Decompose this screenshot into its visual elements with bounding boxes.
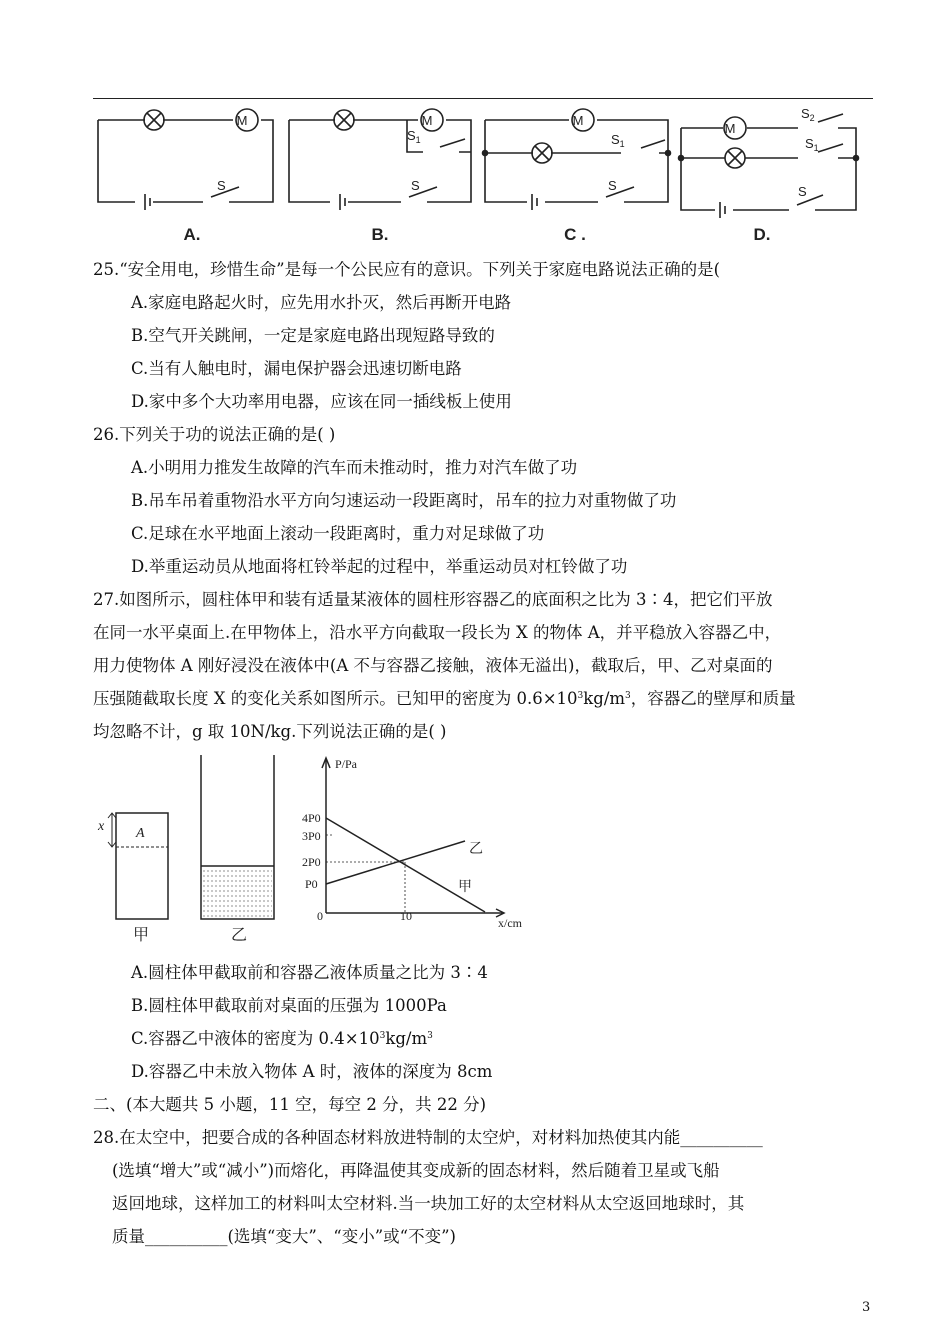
line-yi-label: 乙 [469,842,483,857]
q28-line4: 质量__________(选填“变大”、“变小”或“不变”) [112,1227,456,1246]
switch-label-d: S [798,184,807,199]
q27-stem-line1: 27.如图所示，圆柱体甲和装有适量某液体的圆柱形容器乙的底面积之比为 3∶4，把它们平放 [93,590,773,609]
y-axis-label: P/Pa [335,757,358,771]
motor-label-d: M [724,121,736,136]
q26-option-d: D.举重运动员从地面将杠铃举起的过程中，举重运动员对杠铃做了功 [131,557,628,576]
circuit-b [289,109,471,210]
q28-line3: 返回地球，这样加工的材料叫太空材料.当一块加工好的太空材料从太空返回地球时，其 [112,1194,745,1213]
q27-figure [93,750,543,950]
q27-option-a: A.圆柱体甲截取前和容器乙液体质量之比为 3∶4 [131,963,488,982]
line-yi [326,841,465,884]
q26-option-c: C.足球在水平地面上滚动一段距离时，重力对足球做了功 [131,524,545,543]
q27-stem-line2: 在同一水平桌面上.在甲物体上，沿水平方向截取一段长为 X 的物体 A，并平稳放入容器乙中， [93,623,782,642]
q26-option-a: A.小明用力推发生故障的汽车而未推动时，推力对汽车做了功 [131,458,578,477]
q27-stem-line4: 压强随截取长度 X 的变化关系如图所示。已知甲的密度为 $0.6\times 10^3kg/m^3$，容器乙的壁厚和质量 [93,689,796,708]
q26-stem: 26.下列关于功的说法正确的是( ) [93,425,336,444]
container-yi [201,755,274,919]
circuit-d [679,114,859,218]
switch-label-b: S [411,178,420,193]
switch-label-a: S [217,178,226,193]
x-tick-0: 0 [317,909,323,923]
circuit-label-c: C . [564,225,586,244]
motor-label-b: M [421,113,433,128]
q27-stem-line3: 用力使物体 A 刚好浸没在液体中(A 不与容器乙接触，液体无溢出)，截取后，甲、乙对桌面的 [93,656,773,675]
q27-option-b: B.圆柱体甲截取前对桌面的压强为 1000Pa [131,996,447,1015]
switch1-label-c: $S_1$ [611,132,625,149]
q25-option-b: B.空气开关跳闸，一定是家庭电路出现短路导致的 [131,326,495,345]
circuit-diagrams [93,100,873,250]
x-tick-10: 10 [400,909,412,923]
circuit-label-a: A. [183,225,201,244]
y-tick-2p0: 2P0 [302,855,321,869]
q25-option-d: D.家中多个大功率用电器，应该在同一插线板上使用 [131,392,512,411]
jia-label: 甲 [133,927,150,944]
y-tick-4p0: 4P0 [302,811,321,825]
q25-option-c: C.当有人触电时，漏电保护器会迅速切断电路 [131,359,462,378]
page-number: 3 [862,1300,871,1315]
header-rule [93,98,873,99]
line-jia [326,818,485,912]
q27-stem-line5: 均忽略不计，g 取 10N/kg.下列说法正确的是( ) [93,722,447,741]
x-axis-label: x/cm [498,916,522,930]
motor-label-c: M [572,113,584,128]
q25-option-a: A.家庭电路起火时，应先用水扑灭，然后再断开电路 [131,293,512,312]
q27-option-d: D.容器乙中未放入物体 A 时，液体的深度为 8cm [131,1062,493,1081]
q26-option-b: B.吊车吊着重物沿水平方向匀速运动一段距离时，吊车的拉力对重物做了功 [131,491,677,510]
q28-line1: 28.在太空中，把要合成的各种固态材料放进特制的太空炉，对材料加热使其内能__________ [93,1128,763,1147]
switch1-label-d: $S_1$ [805,136,819,153]
switch1-label-b: $S_1$ [407,128,421,145]
section-2-heading: 二、(本大题共 5 小题，11 空，每空 2 分，共 22 分) [93,1095,487,1114]
switch-label-c: S [608,178,617,193]
circuit-label-d: D. [753,225,771,244]
yi-label: 乙 [231,927,248,944]
q25-stem: 25.“安全用电，珍惜生命”是每一个公民应有的意识。下列关于家庭电路说法正确的是( [93,260,721,279]
motor-label-a: M [236,113,248,128]
q27-option-c: C.容器乙中液体的密度为 $0.4\times 10^3kg/m^3$ [131,1029,433,1048]
x-cut-label: x [98,819,105,834]
circuit-label-b: B. [371,225,389,244]
y-tick-3p0: 3P0 [302,829,321,843]
a-label: A [136,826,145,841]
line-jia-label: 甲 [458,880,472,895]
q28-line2: (选填“增大”或“减小”)而熔化，再降温使其变成新的固态材料，然后随着卫星或飞船 [112,1161,720,1180]
switch2-label-d: $S_2$ [801,106,815,123]
y-tick-p0: P0 [305,877,318,891]
